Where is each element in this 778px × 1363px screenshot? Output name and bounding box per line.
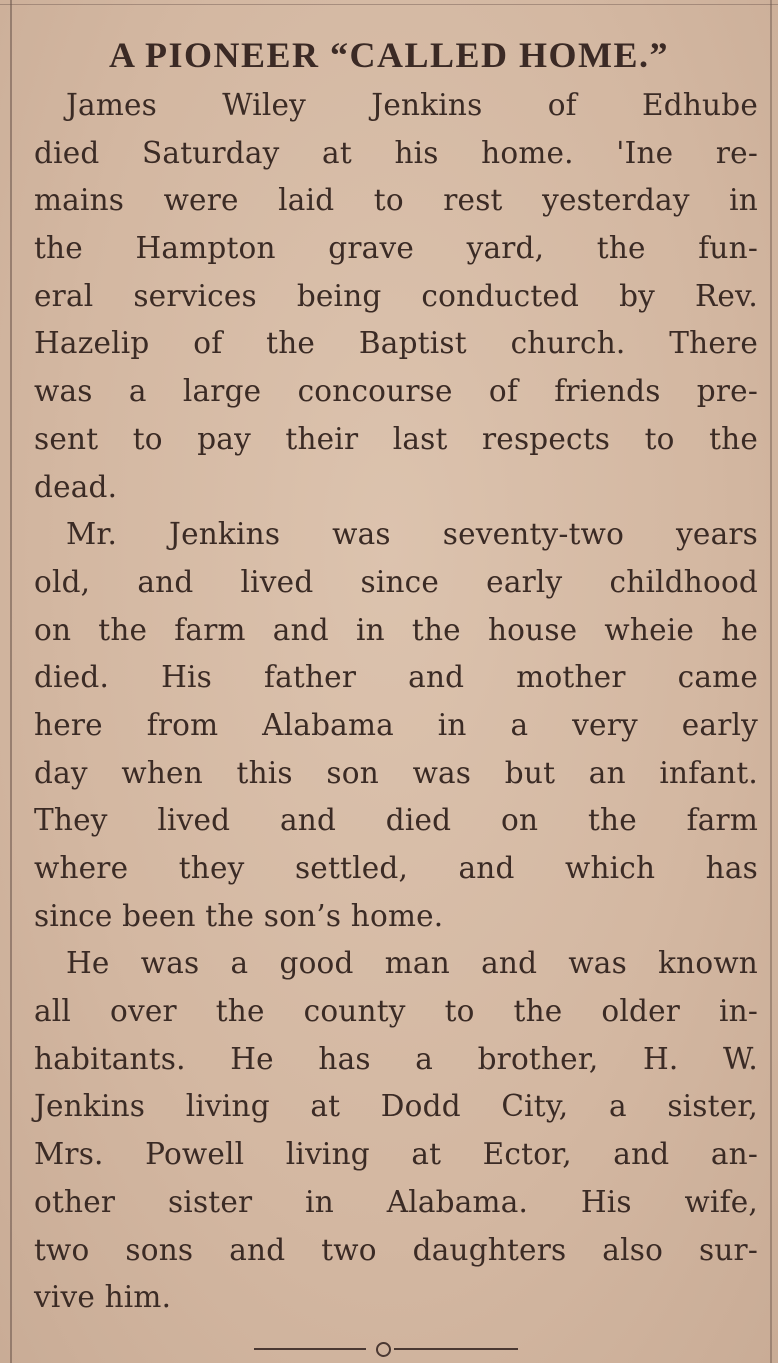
article-line: He was a good man and was known	[66, 946, 758, 981]
article-line: Mr. Jenkins was seventy-two years	[66, 517, 758, 552]
article-line: all over the county to the older in-	[34, 994, 758, 1029]
article-line: day when this son was but an infant.	[34, 755, 758, 790]
article-line: Hazelip of the Baptist church. There	[34, 326, 758, 361]
article-line: Jenkins living at Dodd City, a sister,	[34, 1089, 758, 1124]
column-rule-right	[770, 0, 772, 1363]
rule-bar-left	[254, 1348, 366, 1350]
end-of-article-rule	[254, 1342, 518, 1356]
article-line: where they settled, and which has	[34, 851, 758, 885]
article-line: Mrs. Powell living at Ector, and an-	[34, 1137, 758, 1172]
article-line: They lived and died on the farm	[34, 803, 758, 838]
article-line: two sons and two daughters also sur-	[34, 1232, 758, 1267]
article-line: mains were laid to rest yesterday in	[34, 183, 758, 218]
article-line: dead.	[34, 469, 118, 504]
article-line: habitants. He has a brother, H. W.	[34, 1041, 758, 1076]
article-line: since been the son’s home.	[34, 898, 444, 933]
article-line: was a large concourse of friends pre-	[34, 374, 758, 409]
article-line: on the farm and in the house wheie he	[34, 612, 758, 647]
article-line: James Wiley Jenkins of Edhube	[66, 88, 758, 122]
article-line: sent to pay their last respects to the	[34, 421, 758, 456]
article-line: died. His father and mother came	[34, 660, 758, 695]
column-rule-left	[10, 0, 12, 1363]
article-body	[34, 82, 758, 1322]
article-line: the Hampton grave yard, the fun-	[34, 231, 758, 266]
article-line: vive him.	[34, 1280, 172, 1315]
article-line: old, and lived since early childhood	[34, 564, 758, 599]
article-headline: A PIONEER “CALLED HOME.”	[108, 35, 670, 75]
clipping-top-edge	[0, 4, 778, 5]
rule-bar-right	[394, 1348, 518, 1350]
article-line: eral services being conducted by Rev.	[34, 278, 758, 313]
rule-ornament-icon	[376, 1342, 391, 1357]
article-line: died Saturday at his home. 'Ine re-	[34, 135, 758, 170]
article-line: other sister in Alabama. His wife,	[34, 1184, 758, 1219]
article-line: here from Alabama in a very early	[34, 707, 758, 742]
